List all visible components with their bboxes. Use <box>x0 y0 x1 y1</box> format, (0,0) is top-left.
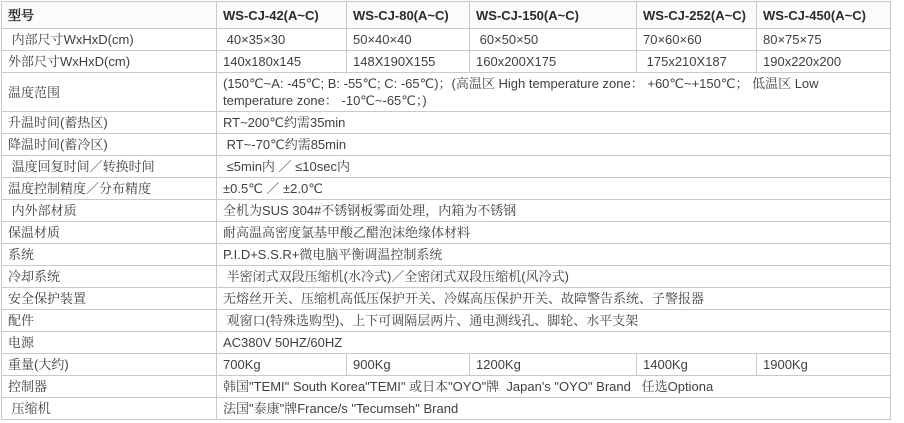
spec-table <box>1 1 891 420</box>
table-header-row <box>2 2 891 29</box>
table-row-control-accuracy <box>2 178 891 200</box>
row-label: 升温时间(蓄热区) <box>2 112 217 134</box>
row-label: 温度范围 <box>2 73 217 112</box>
cell-value: 60×50×50 <box>470 29 637 51</box>
cell-value: 1900Kg <box>757 354 891 376</box>
cell-value: 900Kg <box>347 354 470 376</box>
cell-value: 40×35×30 <box>217 29 347 51</box>
cell-value: 50×40×40 <box>347 29 470 51</box>
table-row-inner-dimensions <box>2 29 891 51</box>
row-label: 系统 <box>2 244 217 266</box>
row-label: 内部尺寸WxHxD(cm) <box>2 29 217 51</box>
table-row-system <box>2 244 891 266</box>
cell-value: 观窗口(特殊选购型)、上下可调隔层两片、通电测线孔、脚轮、水平支架 <box>217 310 891 332</box>
table-row-controller <box>2 376 891 398</box>
cell-value: 80×75×75 <box>757 29 891 51</box>
table-row-cooldown-time <box>2 134 891 156</box>
row-label: 降温时间(蓄冷区) <box>2 134 217 156</box>
row-label: 内外部材质 <box>2 200 217 222</box>
table-row-temperature-range <box>2 73 891 112</box>
cell-value: 耐高温高密度氯基甲酸乙醋泡沫绝缘体材料 <box>217 222 891 244</box>
model-column-ws-cj-150: WS-CJ-150(A~C) <box>470 2 637 29</box>
cell-value: ±0.5℃ ／ ±2.0℃ <box>217 178 891 200</box>
table-row-cooling-system <box>2 266 891 288</box>
table-row-recovery-time <box>2 156 891 178</box>
row-label: 电源 <box>2 332 217 354</box>
row-label: 保温材质 <box>2 222 217 244</box>
table-row-insulation-material <box>2 222 891 244</box>
header-model-label: 型号 <box>2 2 217 29</box>
cell-value: RT~-70℃约需85min <box>217 134 891 156</box>
row-label: 重量(大约) <box>2 354 217 376</box>
table-row-weight <box>2 354 891 376</box>
row-label: 控制器 <box>2 376 217 398</box>
cell-value: 70×60×60 <box>637 29 757 51</box>
table-row-outer-dimensions <box>2 51 891 73</box>
model-column-ws-cj-450: WS-CJ-450(A~C) <box>757 2 891 29</box>
table-row-accessories <box>2 310 891 332</box>
row-label: 冷却系统 <box>2 266 217 288</box>
cell-value: 175x210X187 <box>637 51 757 73</box>
cell-value: (150℃~A: -45℃; B: -55℃; C: -65℃)；(高温区 High temperature zone： +60℃~+150℃； 低温区 Low temperature zone： -10℃~-65℃；) <box>217 73 891 112</box>
table-row-safety-devices <box>2 288 891 310</box>
table-row-heatup-time <box>2 112 891 134</box>
cell-value: ≤5min内 ／ ≤10sec内 <box>217 156 891 178</box>
table-row-power-supply <box>2 332 891 354</box>
row-label: 配件 <box>2 310 217 332</box>
cell-value: 1200Kg <box>470 354 637 376</box>
cell-value: 半密闭式双段压缩机(水冷式)／全密闭式双段压缩机(风冷式) <box>217 266 891 288</box>
cell-value: 160x200X175 <box>470 51 637 73</box>
row-label: 温度控制精度／分布精度 <box>2 178 217 200</box>
model-column-ws-cj-80: WS-CJ-80(A~C) <box>347 2 470 29</box>
cell-value: P.I.D+S.S.R+微电脑平衡调温控制系统 <box>217 244 891 266</box>
cell-value: 韩国"TEMI" South Korea"TEMI" 或日本"OYO"牌 Japan's "OYO" Brand 任选Optiona <box>217 376 891 398</box>
cell-value: 140x180x145 <box>217 51 347 73</box>
cell-value: RT~200℃约需35min <box>217 112 891 134</box>
row-label: 外部尺寸WxHxD(cm) <box>2 51 217 73</box>
row-label: 温度回复时间／转换时间 <box>2 156 217 178</box>
table-row-compressor <box>2 398 891 420</box>
table-row-material <box>2 200 891 222</box>
model-column-ws-cj-42: WS-CJ-42(A~C) <box>217 2 347 29</box>
cell-value: 1400Kg <box>637 354 757 376</box>
model-column-ws-cj-252: WS-CJ-252(A~C) <box>637 2 757 29</box>
cell-value: AC380V 50HZ/60HZ <box>217 332 891 354</box>
row-label: 压缩机 <box>2 398 217 420</box>
cell-value: 148X190X155 <box>347 51 470 73</box>
cell-value: 700Kg <box>217 354 347 376</box>
cell-value: 无熔丝开关、压缩机高低压保护开关、冷媒高压保护开关、故障警告系统、子警报器 <box>217 288 891 310</box>
cell-value: 法国"泰康"牌France/s "Tecumseh" Brand <box>217 398 891 420</box>
cell-value: 全机为SUS 304#不锈钢板雾面处理，内箱为不锈钢 <box>217 200 891 222</box>
cell-value: 190x220x200 <box>757 51 891 73</box>
row-label: 安全保护装置 <box>2 288 217 310</box>
